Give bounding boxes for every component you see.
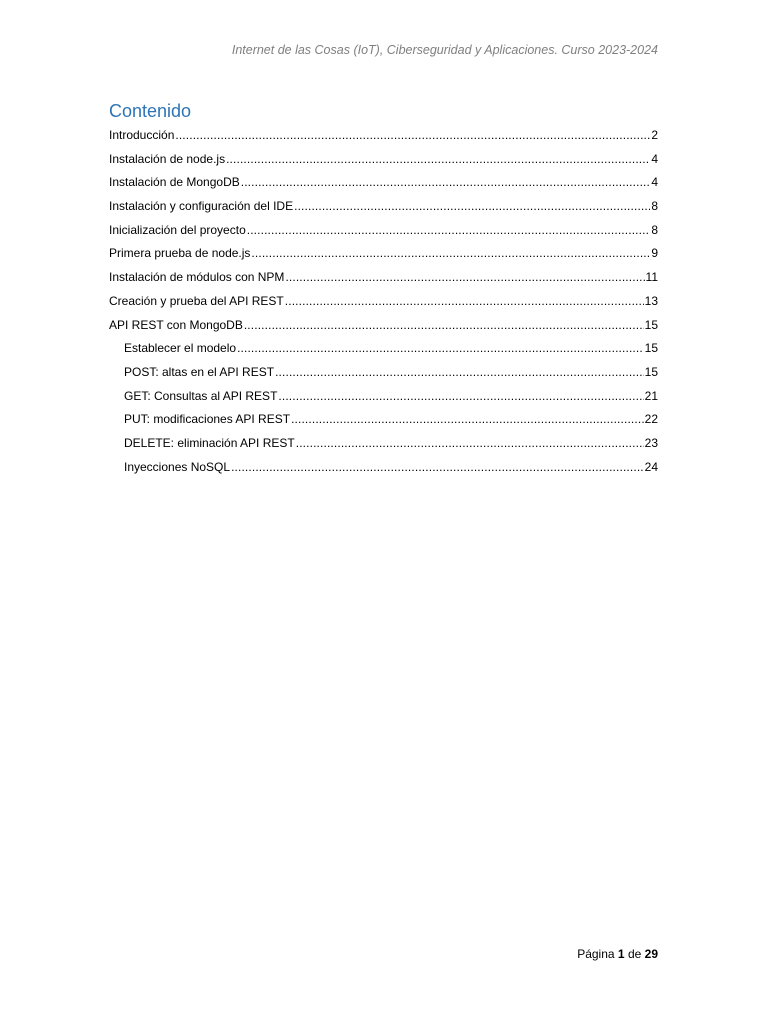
- toc-entry-page: 21: [644, 388, 658, 403]
- toc-entry-page: 8: [651, 222, 658, 237]
- toc-dot-leader: [231, 456, 644, 480]
- toc-entry-delete-eliminacion[interactable]: [109, 432, 658, 456]
- toc-dot-leader: [275, 361, 644, 385]
- toc-entry-title: Inyecciones NoSQL: [124, 459, 231, 474]
- toc-entry-inicializacion-proyecto[interactable]: [109, 219, 658, 243]
- toc-entry-page: 15: [644, 364, 658, 379]
- toc-dot-leader: [251, 242, 650, 266]
- toc-entry-title: Instalación de MongoDB: [109, 175, 240, 190]
- toc-entry-title: Inicialización del proyecto: [109, 222, 246, 237]
- toc-entry-title: Creación y prueba del API REST: [109, 293, 284, 308]
- toc-dot-leader: [175, 124, 650, 148]
- toc-entry-creacion-api-rest[interactable]: [109, 290, 658, 314]
- toc-entry-primera-prueba[interactable]: [109, 242, 658, 266]
- toc-entry-title: DELETE: eliminación API REST: [124, 435, 295, 450]
- toc-entry-establecer-modelo[interactable]: [109, 337, 658, 361]
- footer-total-pages: 29: [644, 947, 658, 961]
- toc-dot-leader: [278, 385, 643, 409]
- table-of-contents: [109, 124, 658, 479]
- footer-of-word: de: [627, 947, 642, 961]
- toc-entry-modulos-npm[interactable]: [109, 266, 658, 290]
- toc-entry-instalacion-nodejs[interactable]: [109, 148, 658, 172]
- toc-dot-leader: [294, 195, 650, 219]
- toc-entry-introduccion[interactable]: [109, 124, 658, 148]
- toc-entry-title: API REST con MongoDB: [109, 317, 243, 332]
- toc-entry-title: Instalación y configuración del IDE: [109, 199, 294, 214]
- toc-entry-title: Establecer el modelo: [124, 341, 237, 356]
- toc-entry-page: 9: [651, 246, 658, 261]
- toc-entry-page: 22: [644, 412, 658, 427]
- toc-entry-title: PUT: modificaciones API REST: [124, 412, 291, 427]
- toc-entry-page: 8: [651, 199, 658, 214]
- toc-entry-page: 11: [645, 270, 658, 285]
- toc-entry-put-modificaciones[interactable]: [109, 408, 658, 432]
- toc-entry-inyecciones-nosql[interactable]: [109, 456, 658, 480]
- toc-entry-page: 24: [644, 459, 658, 474]
- toc-entry-title: Introducción: [109, 128, 175, 142]
- toc-entry-page: 15: [644, 341, 658, 356]
- toc-entry-page: 2: [651, 128, 658, 142]
- toc-entry-instalacion-mongodb[interactable]: [109, 171, 658, 195]
- toc-entry-page: 13: [644, 293, 658, 308]
- running-header: Internet de las Cosas (IoT), Ciberseguridad y Aplicaciones. Curso 2023-2024: [231, 43, 658, 57]
- toc-entry-title: Instalación de node.js: [109, 151, 226, 166]
- footer-current-page: 1: [617, 947, 625, 961]
- toc-entry-title: Instalación de módulos con NPM: [109, 270, 285, 285]
- toc-entry-page: 23: [644, 435, 658, 450]
- toc-entry-instalacion-ide[interactable]: [109, 195, 658, 219]
- toc-entry-title: POST: altas en el API REST: [124, 364, 275, 379]
- toc-dot-leader: [291, 408, 644, 432]
- toc-entry-post-altas[interactable]: [109, 361, 658, 385]
- page-footer: [577, 947, 658, 961]
- toc-entry-page: 15: [644, 317, 658, 332]
- toc-dot-leader: [244, 314, 644, 338]
- toc-entry-title: GET: Consultas al API REST: [124, 388, 278, 403]
- toc-dot-leader: [285, 266, 644, 290]
- toc-dot-leader: [247, 219, 651, 243]
- toc-entry-api-rest-mongodb[interactable]: [109, 314, 658, 338]
- toc-dot-leader: [237, 337, 644, 361]
- toc-entry-title: Primera prueba de node.js: [109, 246, 251, 261]
- toc-dot-leader: [285, 290, 644, 314]
- toc-dot-leader: [226, 148, 650, 172]
- toc-dot-leader: [296, 432, 644, 456]
- toc-entry-get-consultas[interactable]: [109, 385, 658, 409]
- toc-heading: Contenido: [109, 101, 192, 121]
- toc-dot-leader: [241, 171, 651, 195]
- footer-page-word: Página: [577, 947, 615, 961]
- toc-entry-page: 4: [651, 151, 658, 166]
- toc-entry-page: 4: [651, 175, 658, 190]
